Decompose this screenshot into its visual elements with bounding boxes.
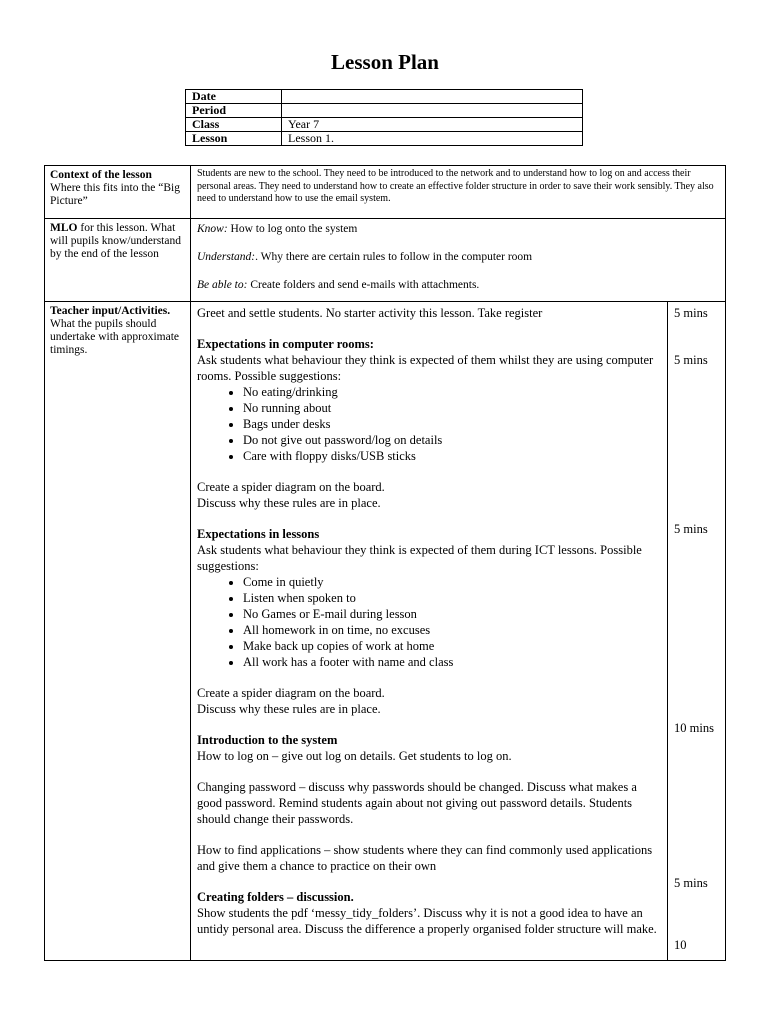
- activities-row: [45, 302, 726, 961]
- know-text: How to log onto the system: [227, 223, 358, 235]
- lesson-plan-table: [44, 165, 726, 961]
- mlo-label-rest: for this lesson. What will pupils know/understand by the end of the lesson: [50, 222, 181, 260]
- able-prefix: Be able to:: [197, 279, 248, 291]
- able-text: Create folders and send e-mails with attachments.: [247, 279, 480, 291]
- meta-value: Lesson 1.: [282, 132, 583, 146]
- context-label-rest: Where this fits into the “Big Picture”: [50, 182, 180, 207]
- context-text: Students are new to the school. They need to be introduced to the network and to understand how to log on and access their personal areas. They need to understand how to create an effective folder structure in order to save their work sensibly. They also need to understand how to use the email system.: [191, 166, 726, 219]
- teacher-label: [45, 302, 191, 961]
- list-item: • All work has a footer with name and class: [243, 654, 661, 670]
- mlo-label: [45, 219, 191, 302]
- timing: 5 mins: [674, 522, 708, 536]
- context-row: [45, 166, 726, 219]
- activity-intro: Greet and settle students. No starter activity this lesson. Take register: [197, 306, 543, 320]
- meta-key: Lesson: [186, 132, 282, 146]
- mlo-know: [197, 222, 719, 236]
- list-item: • Make back up copies of work at home: [243, 638, 661, 654]
- applications-text: How to find applications – show students where they can find commonly used applications and give them a chance to practice on their own: [197, 843, 653, 873]
- mlo-label-bold: MLO: [50, 222, 78, 234]
- context-label-bold: Context of the lesson: [50, 169, 152, 181]
- activities-content: [191, 302, 668, 961]
- mlo-content: [191, 219, 726, 302]
- folders-text: Show students the pdf ‘messy_tidy_folders’. Discuss why it is not a good idea to have an untidy personal area. Discuss the difference a properly organised folder structure will make.: [197, 906, 657, 936]
- list-item: • Do not give out password/log on details: [243, 432, 661, 448]
- computer-rooms-text: Ask students what behaviour they think is expected of them whilst they are using computer rooms. Possible suggestions:: [197, 353, 654, 383]
- mlo-understand: [197, 250, 719, 264]
- list-item: • No eating/drinking: [243, 384, 661, 400]
- mlo-able: [197, 278, 719, 292]
- folders-heading: Creating folders – discussion.: [197, 890, 354, 904]
- meta-key: Period: [186, 104, 282, 118]
- timing: 5 mins: [674, 876, 708, 890]
- meta-row-date: [186, 90, 583, 104]
- list-item: • No running about: [243, 400, 661, 416]
- list-item: • Care with floppy disks/USB sticks: [243, 448, 661, 464]
- spider-diagram-2a: Create a spider diagram on the board.: [197, 686, 385, 700]
- timing: 10 mins: [674, 721, 714, 735]
- understand-text: . Why there are certain rules to follow in the computer room: [255, 251, 533, 263]
- list-item: • Come in quietly: [243, 574, 661, 590]
- lessons-text: Ask students what behaviour they think is expected of them during ICT lessons. Possible suggestions:: [197, 543, 642, 573]
- list-item: • All homework in on time, no excuses: [243, 622, 661, 638]
- meta-value: Year 7: [282, 118, 583, 132]
- meta-key: Date: [186, 90, 282, 104]
- spider-diagram-1a: Create a spider diagram on the board.: [197, 480, 385, 494]
- spider-diagram-2b: Discuss why these rules are in place.: [197, 702, 381, 716]
- timing: 5 mins: [674, 306, 708, 320]
- timing: 10: [674, 938, 687, 952]
- meta-row-class: [186, 118, 583, 132]
- teacher-label-rest: What the pupils should undertake with approximate timings.: [50, 318, 180, 356]
- list-item: • Listen when spoken to: [243, 590, 661, 606]
- teacher-label-bold: Teacher input/Activities.: [50, 305, 171, 317]
- mlo-row: [45, 219, 726, 302]
- understand-prefix: Understand:: [197, 251, 256, 263]
- meta-value: [282, 90, 583, 104]
- lesson-meta-table: [185, 89, 583, 146]
- timing: 5 mins: [674, 353, 708, 367]
- meta-key: Class: [186, 118, 282, 132]
- intro-system-text: How to log on – give out log on details. Get students to log on.: [197, 749, 512, 763]
- lessons-heading: Expectations in lessons: [197, 527, 320, 541]
- page-title: Lesson Plan: [331, 50, 439, 74]
- meta-row-lesson: [186, 132, 583, 146]
- meta-row-period: [186, 104, 583, 118]
- computer-rooms-heading: Expectations in computer rooms:: [197, 337, 374, 351]
- intro-system-heading: Introduction to the system: [197, 733, 338, 747]
- meta-value: [282, 104, 583, 118]
- list-item: • Bags under desks: [243, 416, 661, 432]
- know-prefix: Know:: [197, 223, 228, 235]
- spider-diagram-1b: Discuss why these rules are in place.: [197, 496, 381, 510]
- password-text: Changing password – discuss why passwords should be changed. Discuss what makes a good password. Remind students again about not giving out password details. Students should change their passwords.: [197, 780, 637, 826]
- list-item: • No Games or E-mail during lesson: [243, 606, 661, 622]
- lessons-list: [197, 574, 661, 670]
- timings-column: [668, 302, 726, 961]
- context-label: [45, 166, 191, 219]
- computer-rooms-list: [197, 384, 661, 464]
